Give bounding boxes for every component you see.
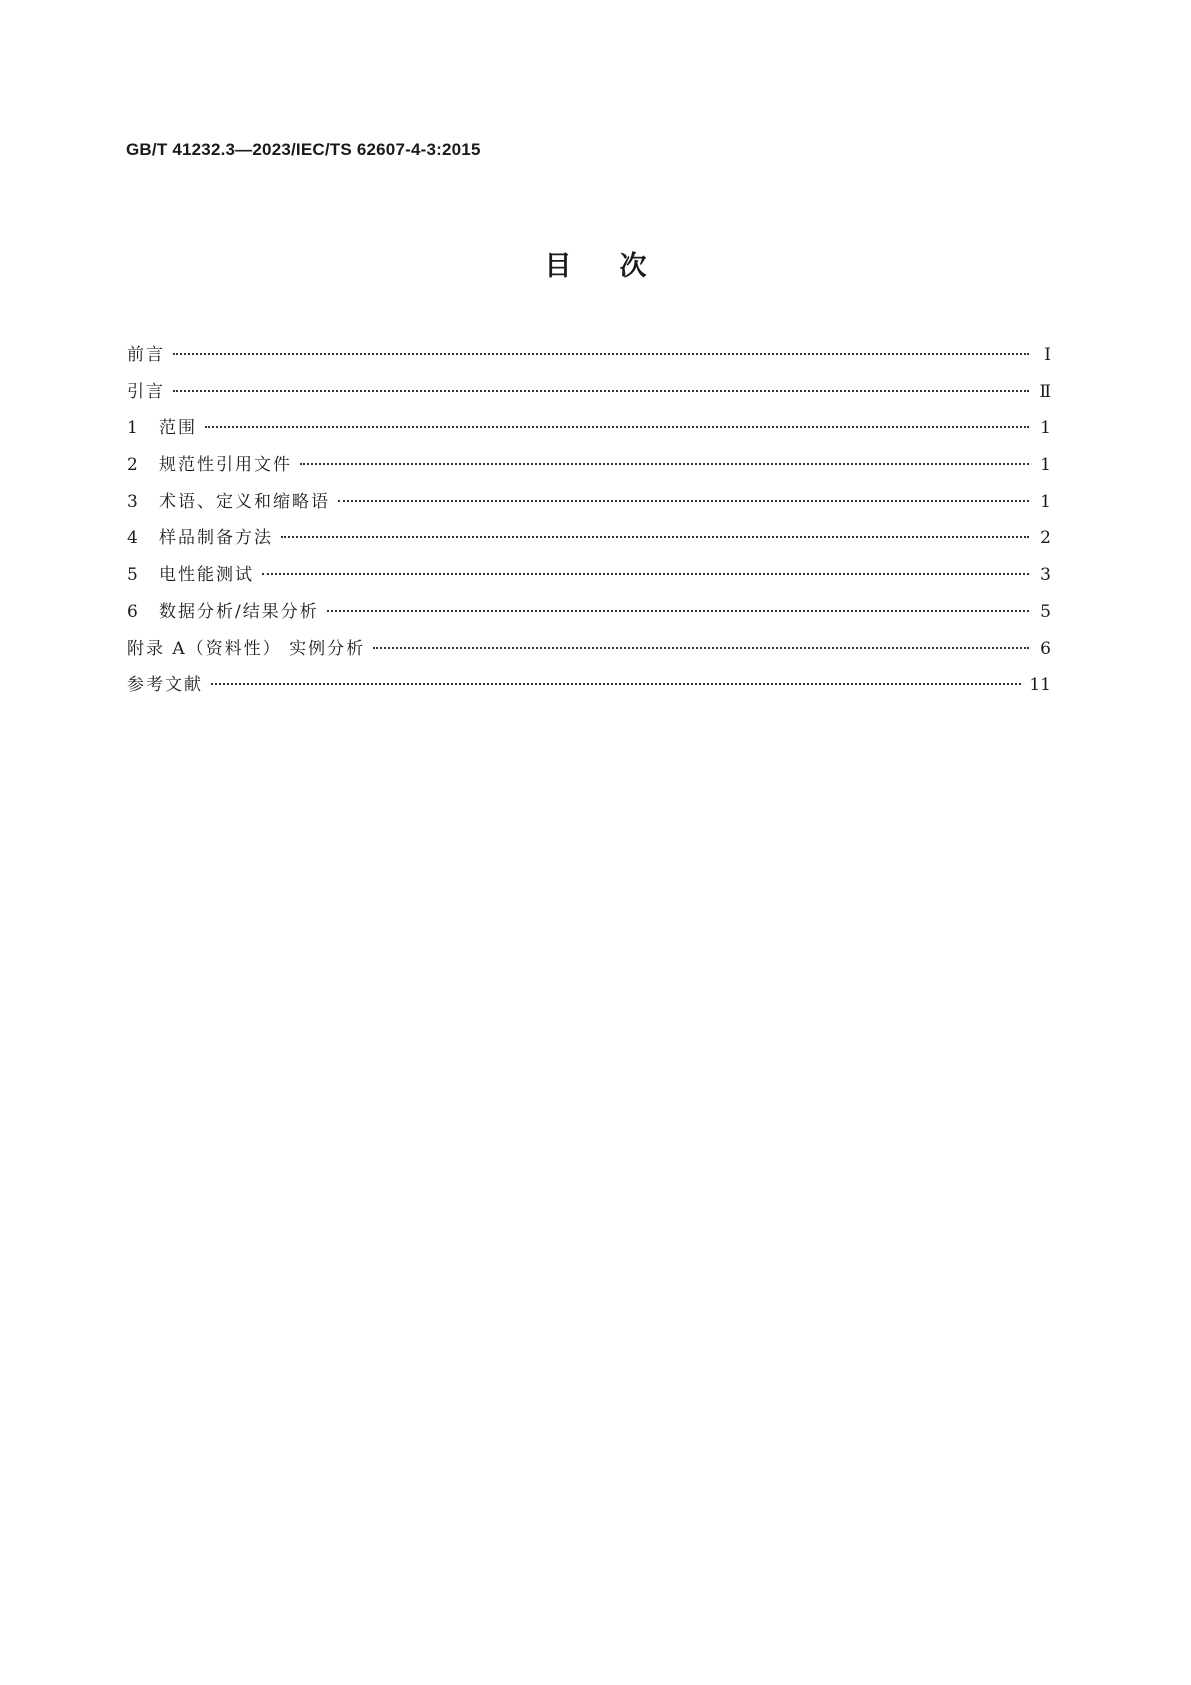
toc-entry-page: 3 [1040, 565, 1051, 586]
toc-entry-electrical-testing[interactable] [127, 560, 1051, 597]
toc-entry-introduction[interactable] [127, 377, 1051, 414]
dot-leader [173, 353, 1029, 355]
toc-entry-data-analysis[interactable] [127, 597, 1051, 634]
toc-entry-number: 4 [127, 528, 138, 549]
toc-entry-text: 规范性引用文件 [159, 455, 292, 476]
toc-entry-page: 1 [1040, 418, 1051, 439]
dot-leader [300, 463, 1029, 465]
toc-entry-normative-references[interactable] [127, 450, 1051, 487]
toc-entry-page: 1 [1040, 455, 1051, 476]
toc-title: 目次 [544, 251, 695, 282]
toc-entry-text: 数据分析/结果分析 [159, 601, 319, 622]
toc-entry-number: 5 [127, 565, 138, 586]
toc-entry-text: 样品制备方法 [159, 528, 273, 549]
toc-entry-sample-preparation[interactable] [127, 523, 1051, 560]
dot-leader [262, 573, 1029, 575]
toc-entry-text: 引言 [127, 381, 165, 402]
dot-leader [211, 683, 1021, 685]
toc-entry-foreword[interactable] [127, 340, 1051, 377]
toc-entry-text: 附录 A（资料性） 实例分析 [127, 638, 366, 659]
toc-entry-number: 3 [127, 491, 138, 512]
standard-id: GB/T 41232.3—2023/IEC/TS 62607-4-3:2015 [126, 140, 481, 159]
toc-entry-terms-definitions[interactable] [127, 487, 1051, 524]
toc-entry-annex-a[interactable] [127, 634, 1051, 671]
toc-entry-bibliography[interactable] [127, 670, 1051, 707]
toc-entry-page: Ⅱ [1039, 381, 1051, 402]
toc-entry-text: 范围 [159, 418, 197, 439]
toc-entry-page: 6 [1040, 638, 1051, 659]
toc-entry-page: 5 [1040, 601, 1051, 622]
toc-entry-page: Ⅰ [1044, 345, 1051, 365]
toc-entry-text: 参考文献 [127, 675, 203, 696]
toc-entry-number: 6 [127, 601, 138, 622]
table-of-contents [127, 340, 1051, 707]
dot-leader [338, 500, 1029, 502]
toc-entry-text: 术语、定义和缩略语 [159, 491, 330, 512]
toc-entry-number: 1 [127, 418, 138, 439]
toc-entry-page: 11 [1029, 675, 1051, 696]
dot-leader [205, 426, 1029, 428]
dot-leader [173, 390, 1029, 392]
standard-number-header [126, 140, 481, 160]
toc-entry-page: 2 [1040, 528, 1051, 549]
dot-leader [281, 536, 1029, 538]
toc-entry-text: 前言 [127, 345, 165, 365]
toc-entry-scope[interactable] [127, 413, 1051, 450]
toc-entry-number: 2 [127, 455, 138, 476]
dot-leader [327, 610, 1029, 612]
toc-entry-page: 1 [1040, 491, 1051, 512]
dot-leader [373, 647, 1029, 649]
toc-entry-text: 电性能测试 [159, 565, 254, 586]
